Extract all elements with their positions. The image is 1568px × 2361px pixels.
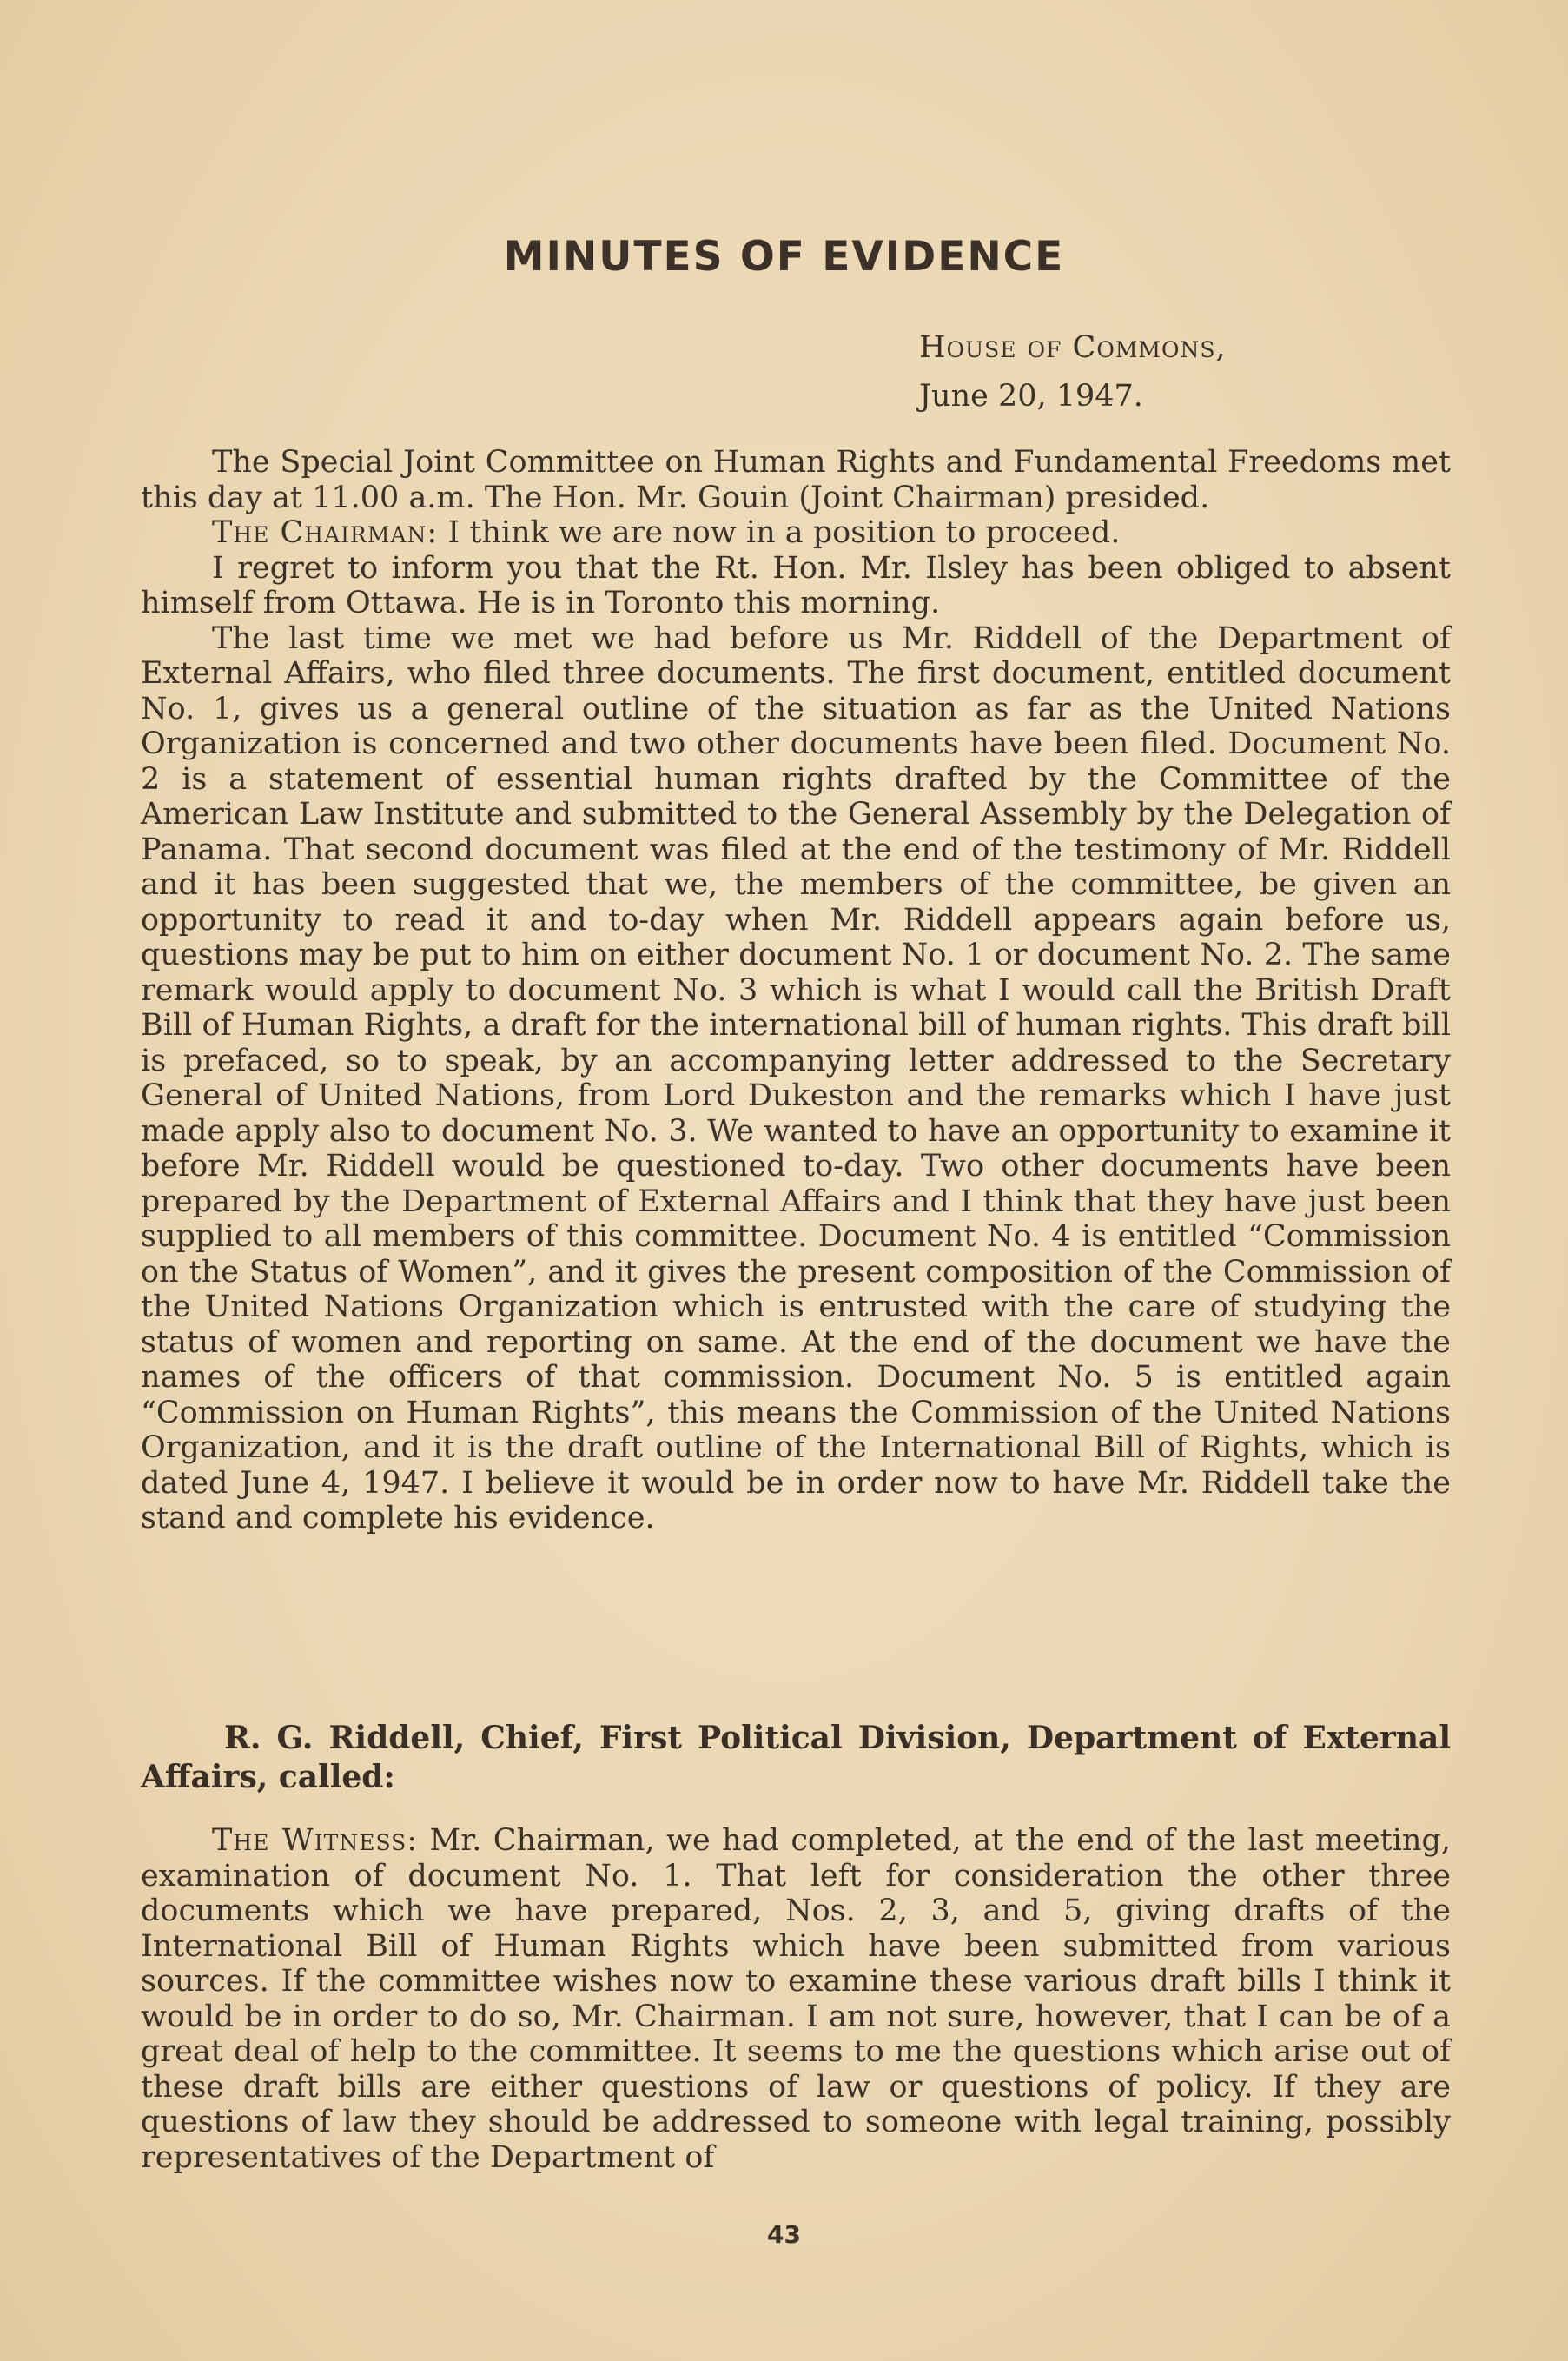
witness-section: [141, 1823, 1451, 2175]
paragraph-text: The last time we met we had before us Mr. Riddell of the Department of External Affairs, who filed three documents. The first document, entitled document No. 1, gives us a general outline of the situation as far as the United Nations Organization is concerned and two other documents have been filed. Document No. 2 is a statement of essential human rights drafted by the Committee of the American Law Institute and submitted to the General Assembly by the Delegation of Panama. That second document was filed at the end of the testimony of Mr. Riddell and it has been suggested that we, the members of the committee, be given an opportunity to read it and to-day when Mr. Riddell appears again before us, questions may be put to him on either document No. 1 or document No. 2. The same remark would apply to document No. 3 which is what I would call the British Draft Bill of Human Rights, a draft for the international bill of human rights. This draft bill is prefaced, so to speak, by an accompanying letter addressed to the Secretary General of United Nations, from Lord Dukeston and the remarks which I have just made apply also to document No. 3. We wanted to have an opportunity to examine it before Mr. Riddell would be questioned to-day. Two other documents have been prepared by the Department of External Affairs and I think that they have just been supplied to all members of this committee. Document No. 4 is entitled “Commission on the Status of Women”, and it gives the present composition of the Commission of the United Nations Organization which is entrusted with the care of studying the status of women and reporting on same. At the end of the document we have the names of the officers of that commission. Document No. 5 is entitled again “Commission on Human Rights”, this means the Commission of the United Nations Organization, and it is the draft outline of the International Bill of Rights, which is dated June 4, 1947. I believe it would be in order now to have Mr. Riddell take the stand and complete his evidence.: [141, 620, 1451, 1535]
paragraph-meeting: [141, 445, 1451, 515]
paragraph-text: I think we are now in a position to proceed.: [438, 515, 1121, 550]
speaker-label: The Witness:: [212, 1823, 419, 1858]
speaker-label: The Chairman:: [212, 515, 439, 550]
dateline-date: June 20, 1947.: [919, 379, 1143, 414]
dateline: [919, 323, 1227, 421]
paragraph-documents: [141, 621, 1451, 1536]
paragraph-ilsley: [141, 551, 1451, 621]
paragraph-text: I regret to inform you that the Rt. Hon. Mr. Ilsley has been obliged to absent himself from Ottawa. He is in Toronto this morning.: [141, 550, 1451, 620]
paragraph-text: Mr. Chairman, we had completed, at the end of the last meeting, examination of document No. 1. That left for consideration the other three documents which we have prepared, Nos. 2, 3, and 5, giving drafts of the International Bill of Human Rights which have been submitted from various sources. If the committee wishes now to examine these various draft bills I think it would be in order to do so, Mr. Chairman. I am not sure, however, that I can be of a great deal of help to the committee. It seems to me the questions which arise out of these draft bills are either questions of law or questions of policy. If they are questions of law they should be addressed to someone with legal training, possibly representatives of the Department of: [141, 1823, 1451, 2175]
paragraph-witness: [141, 1823, 1451, 2175]
page-title: MINUTES OF EVIDENCE: [503, 233, 1065, 281]
witness-heading: R. G. Riddell, Chief, First Political Division, Department of External Affairs, called:: [141, 1720, 1451, 1795]
opening-section: [141, 445, 1451, 1536]
dateline-house: House of Commons,: [919, 330, 1227, 365]
paragraph-chairman-remark: [141, 515, 1451, 551]
page-number: 43: [767, 2220, 801, 2249]
paragraph-text: The Special Joint Committee on Human Rights and Fundamental Freedoms met this day at 11.00 a.m. The Hon. Mr. Gouin (Joint Chairman) presided.: [141, 445, 1451, 515]
